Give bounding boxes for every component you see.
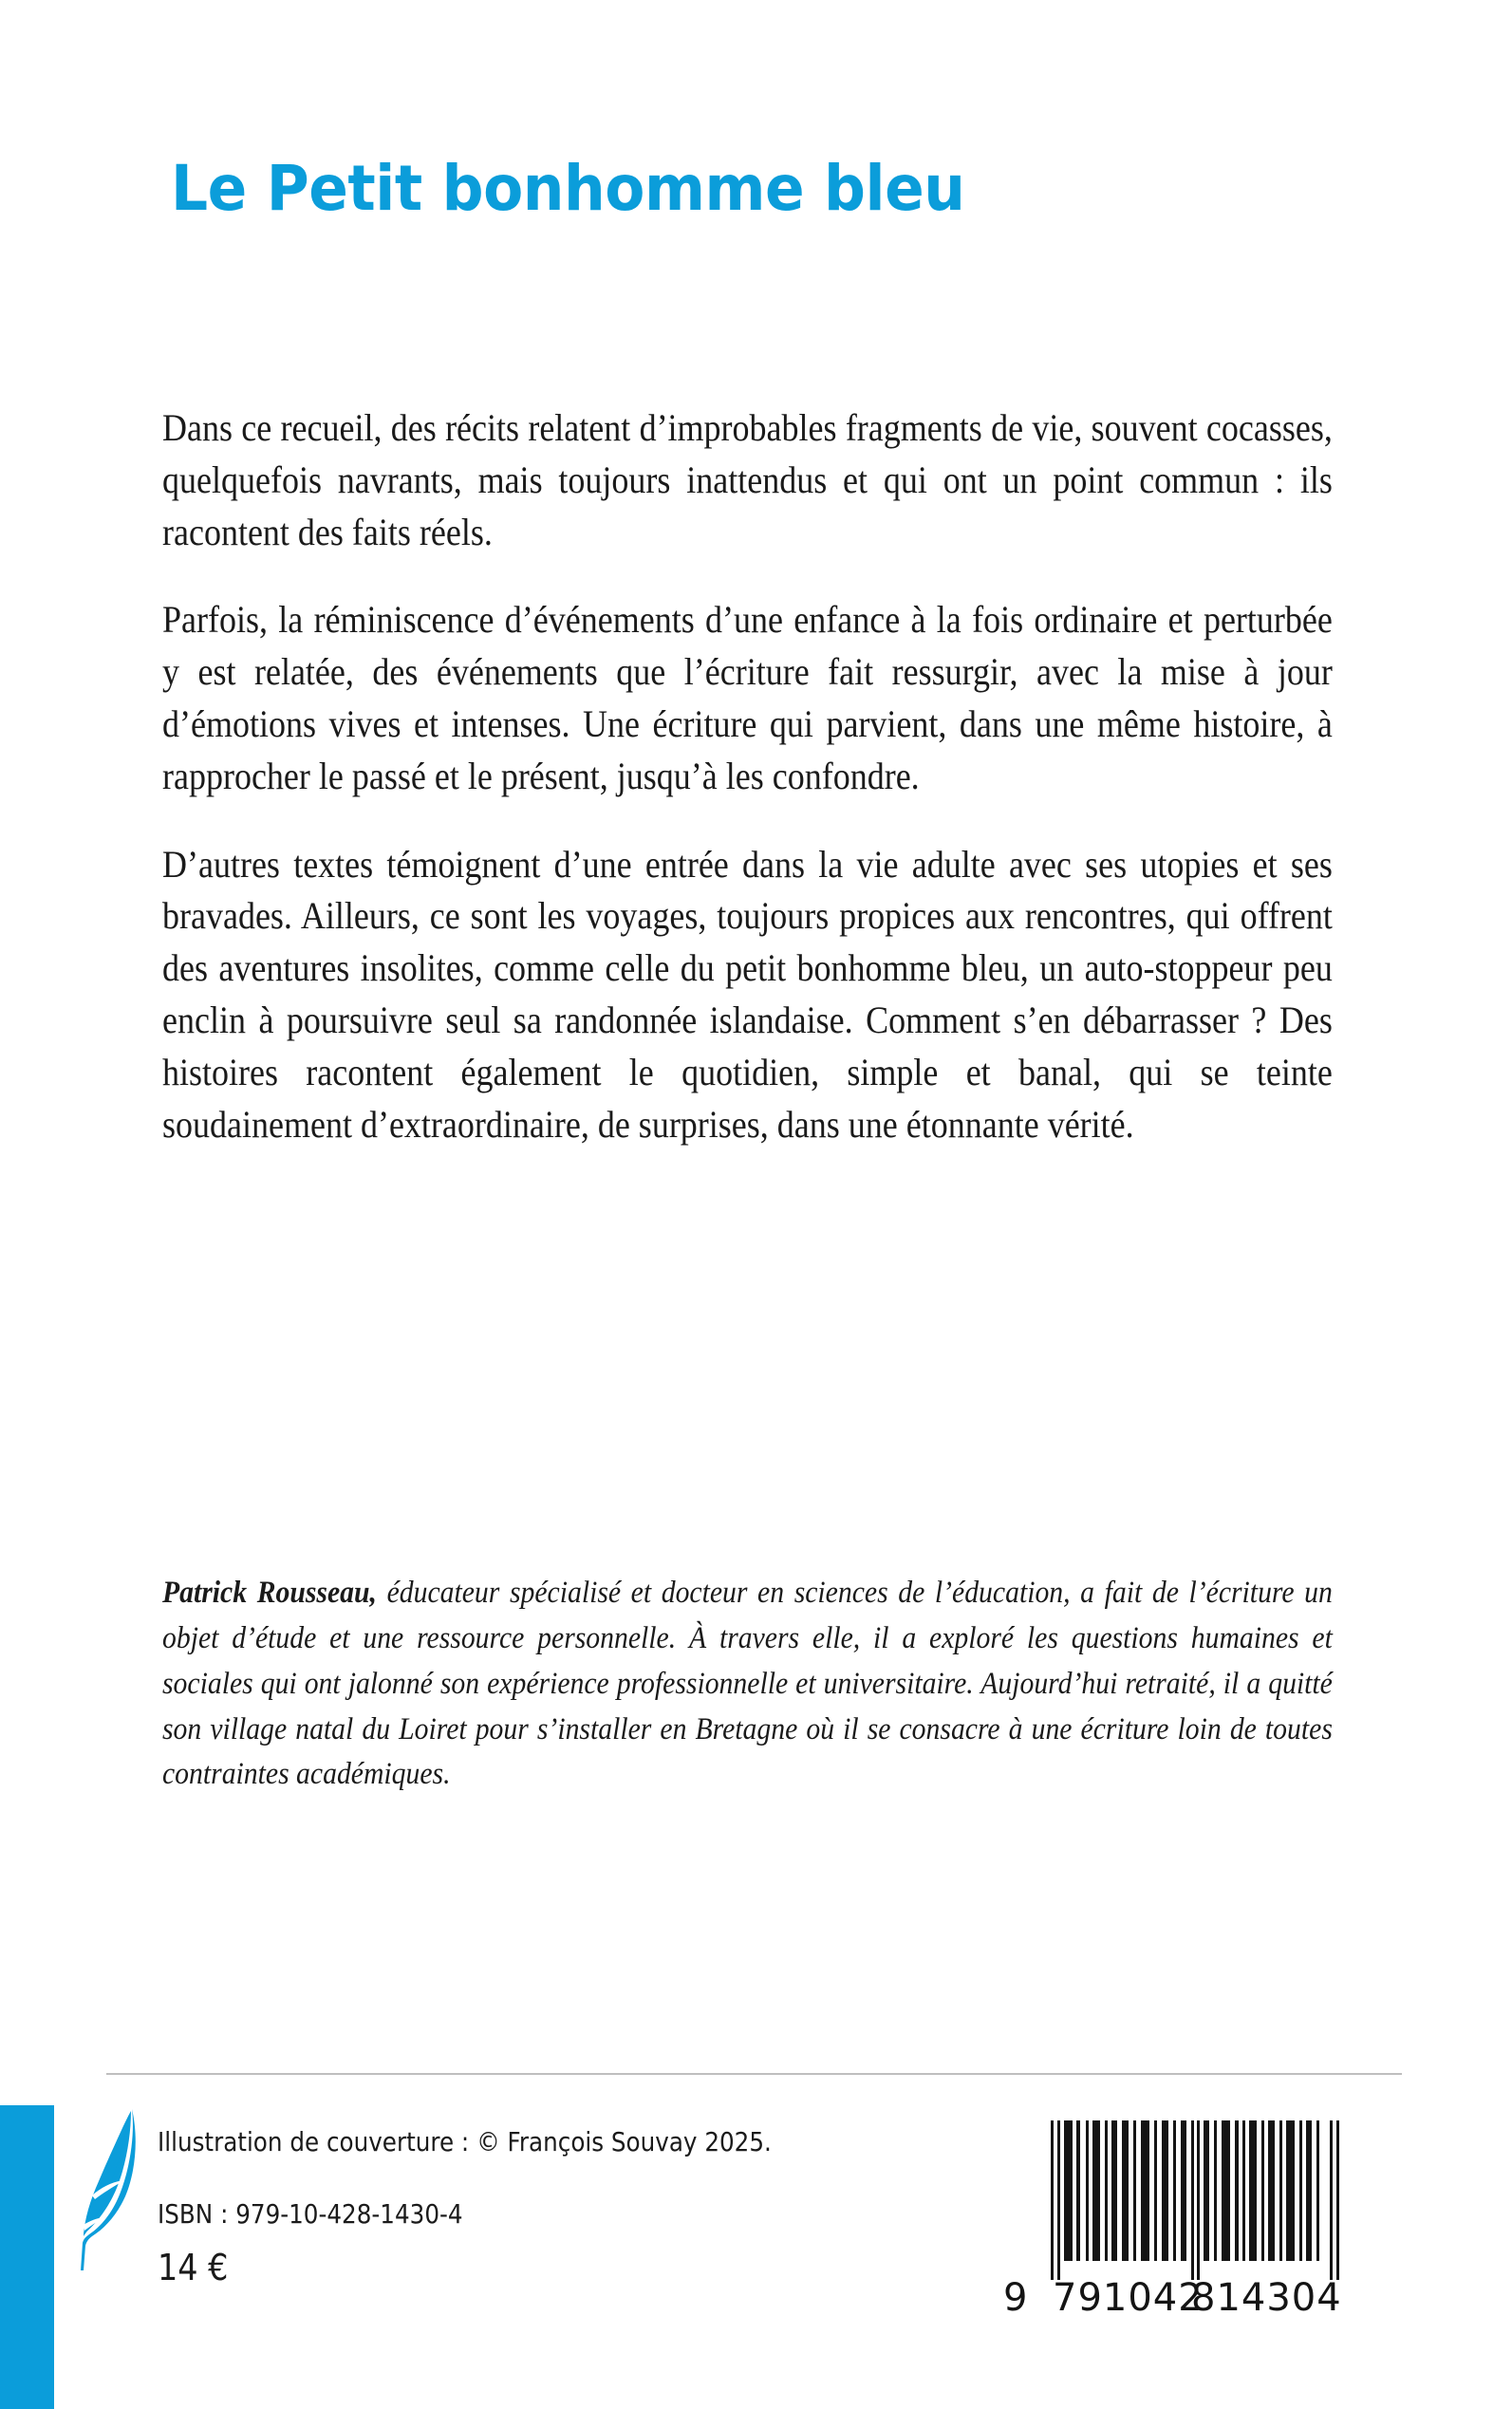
blurb-paragraph-2: Parfois, la réminiscence d’événements d’une enfance à la fois ordinaire et perturbée y est relatée, des événements que l’écriture fait ressurgir, avec la mise à jour d’émotions vives et intenses. Une écriture qui parvient, dans une même histoire, à rapprocher le passé et le présent, jusqu’à les confondre.	[162, 598, 1333, 797]
publisher-spine-strip	[0, 2105, 54, 2409]
blurb-section	[162, 402, 1333, 1150]
isbn-label: ISBN : 979-10-428-1430-4	[158, 2197, 463, 2230]
author-name: Patrick Rousseau,	[162, 1576, 377, 1610]
footer-divider	[106, 2073, 1402, 2075]
author-bio-section	[162, 1571, 1333, 1798]
price-label: 14 €	[158, 2247, 229, 2289]
feather-quill-logo-icon	[72, 2103, 142, 2274]
ean13-barcode	[1001, 2117, 1346, 2325]
cover-illustration-credit: Illustration de couverture : © François Souvay 2025.	[158, 2126, 772, 2157]
author-bio	[162, 1571, 1333, 1798]
page-title: Le Petit bonhomme bleu	[171, 152, 965, 225]
barcode-lead-digit: 9	[1003, 2276, 1029, 2320]
footer-text-block	[158, 2126, 936, 2290]
barcode-right-group: 814304	[1191, 2276, 1342, 2320]
author-bio-text: éducateur spécialisé et docteur en sciences de l’éducation, a fait de l’écriture un objet d’étude et une ressource personnelle. À travers elle, il a exploré les questions humaines et sociales qui ont jalonné son expérience professionnelle et universitaire. Aujourd’hui retraité, il a quitté son village natal du Loiret pour s’installer en Bretagne où il se consacre à une écriture loin de toutes contraintes académiques.	[162, 1576, 1333, 1792]
blurb-paragraph-3: D’autres textes témoignent d’une entrée dans la vie adulte avec ses utopies et ses bravades. Ailleurs, ce sont les voyages, toujours propices aux rencontres, qui offrent des aventures insolites, comme celle du petit bonhomme bleu, un auto-stoppeur peu enclin à poursuivre seul sa randonnée islandaise. Comment s’en débarrasser ? Des histoires racontent également le quotidien, simple et banal, qui se teinte soudainement d’extraordinaire, de surprises, dans une étonnante vérité.	[162, 842, 1333, 1146]
blurb-paragraph-1: Dans ce recueil, des récits relatent d’improbables fragments de vie, souvent cocasses, quelquefois navrants, mais toujours inattendus et qui ont un point commun : ils racontent des faits réels.	[162, 406, 1333, 553]
barcode-left-group: 791042	[1053, 2276, 1204, 2320]
